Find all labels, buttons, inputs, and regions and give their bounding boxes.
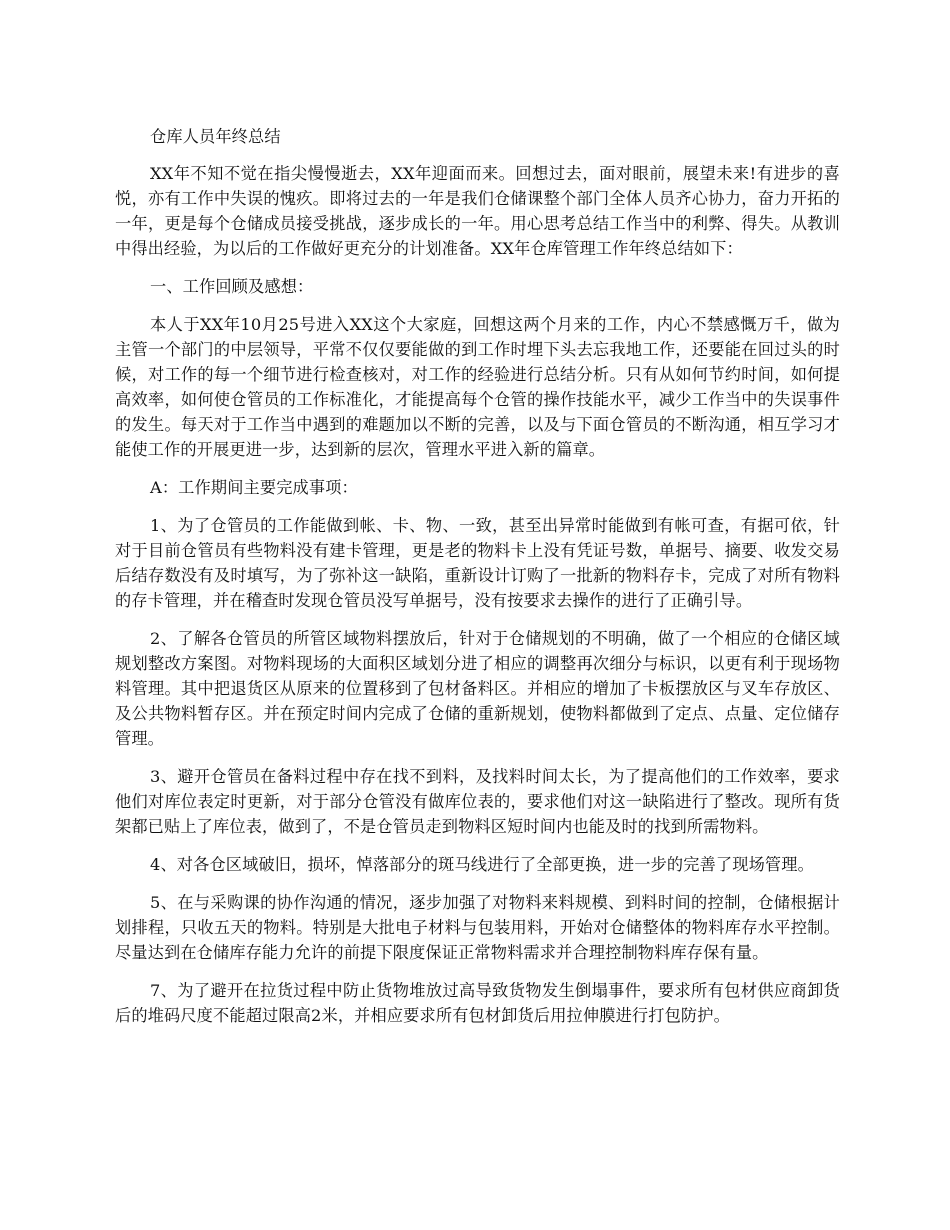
paragraph-item-3: 3、避开仓管员在备料过程中存在找不到料，及找料时间太长，为了提高他们的工作效率，要求他们对库位表定时更新，对于部分仓管没有做库位表的，要求他们对这一缺陷进行了整改。现所有货架都已贴上了库位表，做到了，不是仓管员走到物料区短时间内也能及时的找到所需物料。 bbox=[115, 767, 840, 836]
document-body bbox=[115, 124, 840, 1041]
subsection-heading-tasks: A：工作期间主要完成事项： bbox=[150, 478, 358, 497]
paragraph-item-7: 7、为了避开在拉货过程中防止货物堆放过高导致货物发生倒塌事件，要求所有包材供应商卸货后的堆码尺度不能超过限高2米，并相应要求所有包材卸货后用拉伸膜进行打包防护。 bbox=[115, 981, 840, 1025]
paragraph-item-5: 5、在与采购课的协作沟通的情况，逐步加强了对物料来料规模、到料时间的控制，仓储根据计划排程，只收五天的物料。特别是大批电子材料与包装用料，开始对仓储整体的物料库存水平控制。尽量达到在仓储库存能力允许的前提下限度保证正常物料需求并合理控制物料库存保有量。 bbox=[115, 893, 840, 962]
document-title: 仓库人员年终总结 bbox=[150, 127, 281, 146]
paragraph-intro: XX年不知不觉在指尖慢慢逝去，XX年迎面而来。回想过去，面对眼前，展望未来!有进步的喜悦，亦有工作中失误的愧疚。即将过去的一年是我们仓储课整个部门全体人员齐心协力，奋力开拓的一年，更是每个仓储成员接受挑战，逐步成长的一年。用心思考总结工作当中的利弊、得失。从教训中得出经验，为以后的工作做好更充分的计划准备。XX年仓库管理工作年终总结如下： bbox=[115, 164, 840, 258]
section-heading-review: 一、工作回顾及感想： bbox=[150, 277, 314, 296]
paragraph-review: 本人于XX年10月25号进入XX这个大家庭，回想这两个月来的工作，内心不禁感慨万千，做为主管一个部门的中层领导，平常不仅仅要能做的到工作时埋下头去忘我地工作，还要能在回过头的时候，对工作的每一个细节进行检查核对，对工作的经验进行总结分析。只有从如何节约时间，如何提高效率，如何使仓管员的工作标准化，才能提高每个仓管的操作技能水平，减少工作当中的失误事件的发生。每天对于工作当中遇到的难题加以不断的完善，以及与下面仓管员的不断沟通，相互学习才能使工作的开展更进一步，达到新的层次，管理水平进入新的篇章。 bbox=[115, 315, 840, 459]
paragraph-item-4: 4、对各仓区域破旧，损坏，悼落部分的斑马线进行了全部更换，进一步的完善了现场管理。 bbox=[150, 855, 814, 874]
paragraph-item-1: 1、为了仓管员的工作能做到帐、卡、物、一致，甚至出异常时能做到有帐可查，有据可依，针对于目前仓管员有些物料没有建卡管理，更是老的物料卡上没有凭证号数，单据号、摘要、收发交易后结存数没有及时填写，为了弥补这一缺陷，重新设计订购了一批新的物料存卡，完成了对所有物料的存卡管理，并在稽查时发现仓管员没写单据号，没有按要求去操作的进行了正确引导。 bbox=[115, 516, 840, 610]
paragraph-item-2: 2、了解各仓管员的所管区域物料摆放后，针对于仓储规划的不明确，做了一个相应的仓储区域规划整改方案图。对物料现场的大面积区域划分进了相应的调整再次细分与标识，以更有利于现场物料管理。其中把退货区从原来的位置移到了包材备料区。并相应的增加了卡板摆放区与叉车存放区、及公共物料暂存区。并在预定时间内完成了仓储的重新规划，使物料都做到了定点、点量、定位储存管理。 bbox=[115, 629, 840, 748]
